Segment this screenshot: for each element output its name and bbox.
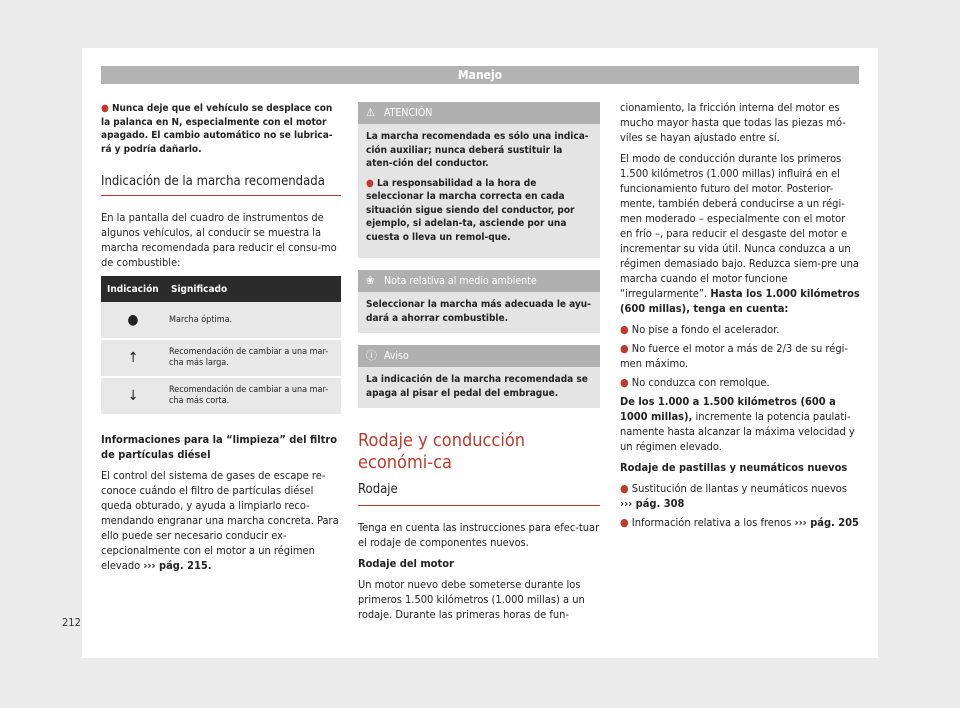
environment-box: ❀ Nota relativa al medio ambiente Seleccionar la marcha más adecuada le ayu-dará a ahorrar combustible. [358, 270, 600, 333]
notice-box: ⓘ Aviso La indicación de la marcha recomendada se apaga al pisar el pedal del embrague. [358, 345, 600, 408]
arrow-up-icon: ↑ [101, 339, 165, 377]
filled-circle-icon: ● [101, 302, 165, 339]
warning-box: ⚠ ATENCIÓN La marcha recomendada es sólo una indica-ción auxiliar; nunca deberá sustituir la aten-ción del conductor. ● La responsabilidad a la hora de seleccionar la marcha correcta en cada situación sigue siendo del conductor, por ejemplo, si adelan-ta, asciende por una cuesta o lleva un remol-que. [358, 102, 600, 258]
subheading-filtro: Informaciones para la “limpieza” del filtro de partículas diésel [101, 433, 338, 461]
info-icon: ⓘ [366, 349, 377, 362]
section-title-marcha: Indicación de la marcha recomendada [101, 174, 341, 196]
paragraph-intro: En la pantalla del cuadro de instrumentos de algunos vehículos, al conducir se muestra la marcha recomendada para reducir el consu-mo de combustible: [101, 211, 337, 269]
page-header: Manejo [101, 66, 859, 84]
page-number: 212 [62, 616, 81, 629]
environment-icon: ❀ [366, 274, 375, 287]
gear-table: Indicación Significado ● Marcha óptima. ↑ Recomendación de cambiar a una mar-cha más larga. ↓ Recomendación de cambiar a una mar-cha más corta. [101, 276, 341, 416]
column-2: ⚠ ATENCIÓN La marcha recomendada es sólo una indica-ción auxiliar; nunca deberá sustituir la aten-ción del conductor. ● La responsabilidad a la hora de seleccionar la marcha correcta en cada situación sigue siendo del conductor, por ejemplo, si adelan-ta, asciende por una cuesta o lleva un remol-que. ❀ Nota relativa al medio ambiente Seleccionar la marcha más adecuada le ayu-dará a ahorrar combustible. ⓘ Aviso La indicación de la marcha recomendada se apaga al pisar el pedal del embrague. Rodaje y conducción económi-ca Rodaje Tenga en cuenta las instrucciones para efec-tuar el rodaje de componentes nuevos. Rodaje del motor Un motor nuevo debe someterse durante los primeros 1.500 kilómetros (1.000 millas) a un rodaje. Durante las primeras horas de fun- [358, 102, 600, 628]
warning-icon: ⚠ [366, 106, 375, 119]
arrow-down-icon: ↓ [101, 377, 165, 415]
column-3: cionamiento, la fricción interna del motor es mucho mayor hasta que todas las piezas mó-viles se hayan ajustado entre sí. El modo de conducción durante los primeros 1.500 kilómetros (1.000 millas) influirá en el funcionamiento futuro del motor. Posterior-mente, también deberá conducirse a un régi-men moderado – especialmente con el motor en frío –, para reducir el desgaste del motor e incrementar su vida útil. Nunca conduzca a un régimen demasiado bajo. Reduzca siem-pre una marcha cuando el motor funcione “irregularmente”. Hasta los 1.000 kilómetros (600 millas), tenga en cuenta: ● No pise a fondo el acelerador. ● No fuerce el motor a más de 2/3 de su régi-men máximo. ● No conduzca con remolque. De los 1.000 a 1.500 kilómetros (600 a 1000 millas), incremente la potencia paulati-namente hasta alcanzar la máxima velocidad y un régimen elevado. Rodaje de pastillas y neumáticos nuevos ● Sustitución de llantas y neumáticos nuevos ››› pág. 308 ● Información relativa a los frenos ››› pág. 205 [620, 101, 860, 529]
chapter-heading: Rodaje y conducción económi-ca Rodaje [358, 430, 600, 506]
paragraph-filtro: El control del sistema de gases de escape re-conoce cuándo el filtro de partículas diésel queda obturado, y ayuda a limpiarlo reco-mendando engranar una marcha concreta. Para ello puede ser necesario conducir ex-cepcionalmente con el motor a un régimen elevado ››› pág. 215. [101, 469, 339, 572]
column-1 [101, 102, 341, 579]
caution-continuation: ● Nunca deje que el vehículo se desplace con la palanca en N, especialmente con el motor apagado. El cambio automático no se lubrica-rá y podría dañarlo. [101, 103, 333, 155]
